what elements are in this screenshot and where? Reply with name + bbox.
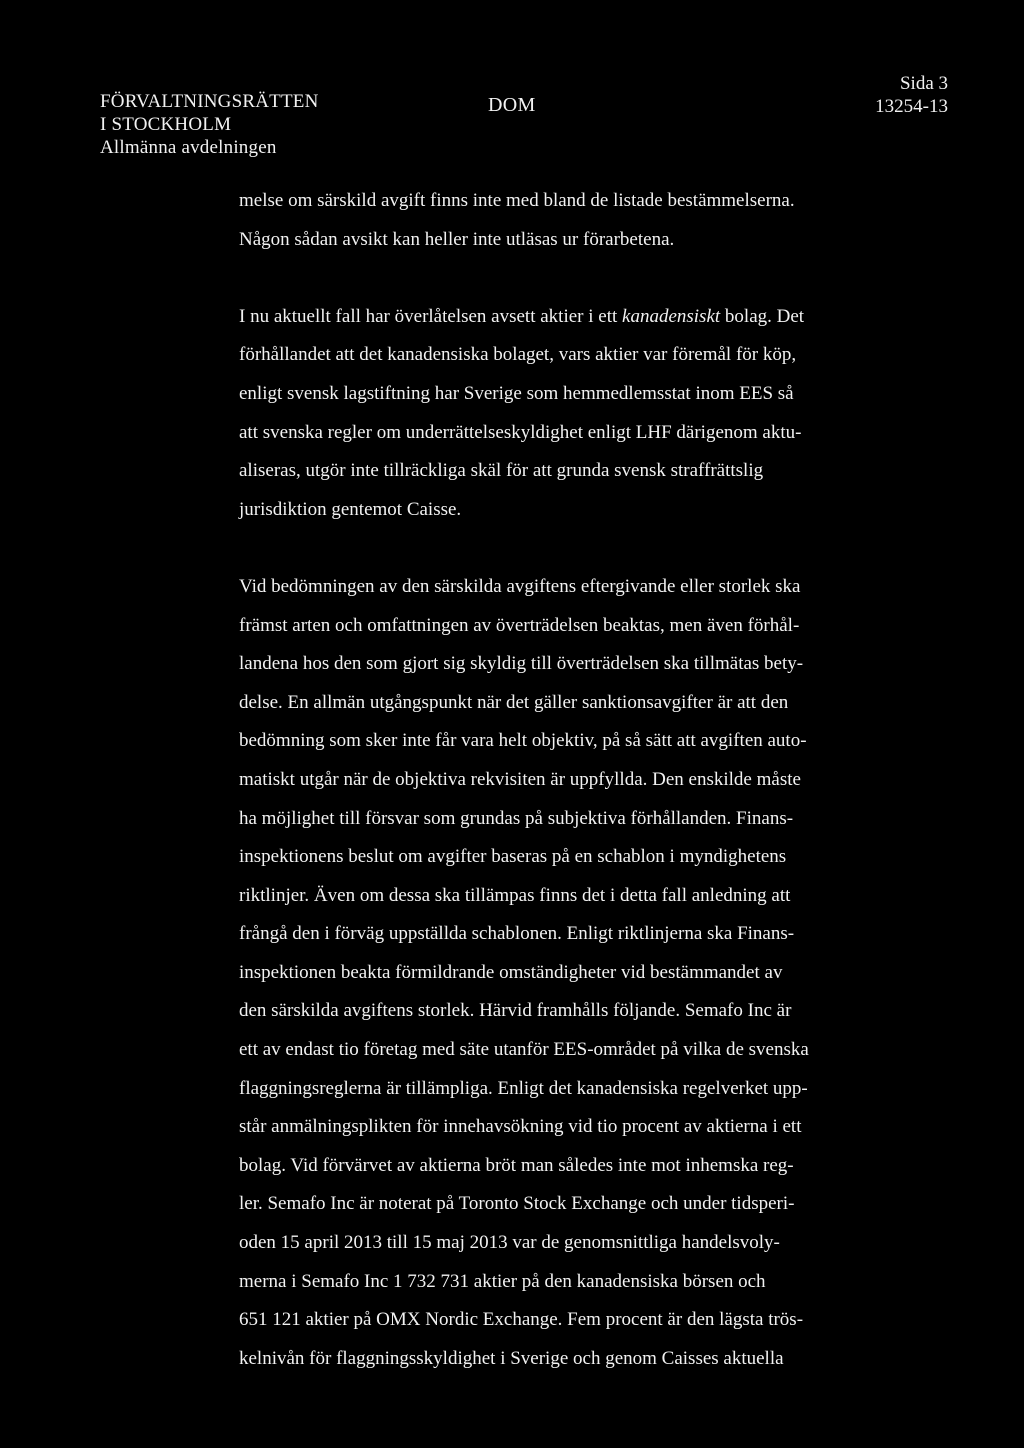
text-line: inspektionen beakta förmildrande omständigheter vid bestämmandet av [239, 961, 783, 983]
document-type: DOM [488, 94, 536, 116]
text-run: I nu aktuellt fall har överlåtelsen avsett aktier i ett [239, 305, 623, 327]
paragraph-2 [239, 298, 867, 530]
text-line: delse. En allmän utgångspunkt när det gäller sanktionsavgifter är att den [239, 691, 789, 713]
text-line: den särskilda avgiftens storlek. Härvid framhålls följande. Semafo Inc är [239, 1000, 792, 1022]
body-text [239, 182, 867, 1378]
text-line: Vid bedömningen av den särskilda avgiftens eftergivande eller storlek ska [239, 575, 801, 597]
court-name-line-2: I STOCKHOLM [100, 114, 232, 135]
text-line: jurisdiktion gentemot Caisse. [239, 498, 462, 520]
text-line: att svenska regler om underrättelseskyldighet enligt LHF därigenom aktu- [239, 421, 802, 443]
text-line: riktlinjer. Även om dessa ska tillämpas finns det i detta fall anledning att [239, 884, 791, 906]
text-line: ler. Semafo Inc är noterat på Toronto Stock Exchange och under tidsperi- [239, 1193, 795, 1215]
text-line: förhållandet att det kanadensiska bolaget, vars aktier var föremål för köp, [239, 344, 797, 366]
page-number: Sida 3 [899, 73, 948, 94]
text-line: främst arten och omfattningen av överträdelsen beaktas, men även förhål- [239, 614, 800, 636]
text-line: enligt svensk lagstiftning har Sverige som hemmedlemsstat inom EES så [239, 382, 794, 404]
court-name-line-1: FÖRVALTNINGSRÄTTEN [100, 91, 319, 112]
italic-word: kanadensiskt [622, 305, 721, 327]
paragraph-1 [239, 182, 867, 259]
paragraph-3 [239, 568, 867, 1378]
text-line [239, 298, 867, 337]
page-info-block [875, 72, 948, 118]
case-number: 13254-13 [875, 96, 948, 117]
paragraph-gap [239, 259, 867, 298]
text-line: bedömning som sker inte får vara helt objektiv, på så sätt att avgiften auto- [239, 730, 807, 752]
text-line: melse om särskild avgift finns inte med bland de listade bestämmelserna. [239, 190, 795, 211]
text-line: oden 15 april 2013 till 15 maj 2013 var de genomsnittliga handelsvoly- [239, 1232, 780, 1254]
text-line: kelnivån för flaggningsskyldighet i Sverige och genom Caisses aktuella [239, 1347, 784, 1369]
text-run: bolag. Det [720, 305, 805, 327]
text-line: Någon sådan avsikt kan heller inte utläsas ur förarbetena. [239, 228, 675, 250]
text-line: merna i Semafo Inc 1 732 731 aktier på den kanadensiska börsen och [239, 1270, 766, 1292]
text-line: står anmälningsplikten för innehavsökning vid tio procent av aktierna i ett [239, 1116, 802, 1138]
text-line: matiskt utgår när de objektiva rekvisiten är uppfyllda. Den enskilde måste [239, 768, 801, 790]
court-division: Allmänna avdelningen [100, 137, 277, 158]
text-line: bolag. Vid förvärvet av aktierna bröt man således inte mot inhemska reg- [239, 1154, 794, 1176]
text-line: frångå den i förväg uppställda schablonen. Enligt riktlinjerna ska Finans- [239, 923, 795, 945]
text-line: inspektionens beslut om avgifter baseras på en schablon i myndighetens [239, 846, 787, 868]
court-name-block [100, 90, 319, 159]
text-line: aliseras, utgör inte tillräckliga skäl för att grunda svensk straffrättslig [239, 460, 764, 482]
text-line: ha möjlighet till försvar som grundas på subjektiva förhållanden. Finans- [239, 807, 794, 829]
text-line: 651 121 aktier på OMX Nordic Exchange. Fem procent är den lägsta trös- [239, 1309, 804, 1331]
text-line: flaggningsreglerna är tillämpliga. Enligt det kanadensiska regelverket upp- [239, 1077, 808, 1099]
text-line: landena hos den som gjort sig skyldig till överträdelsen ska tillmätas bety- [239, 653, 804, 675]
text-line: ett av endast tio företag med säte utanför EES-området på vilka de svenska [239, 1039, 809, 1061]
paragraph-gap [239, 529, 867, 568]
